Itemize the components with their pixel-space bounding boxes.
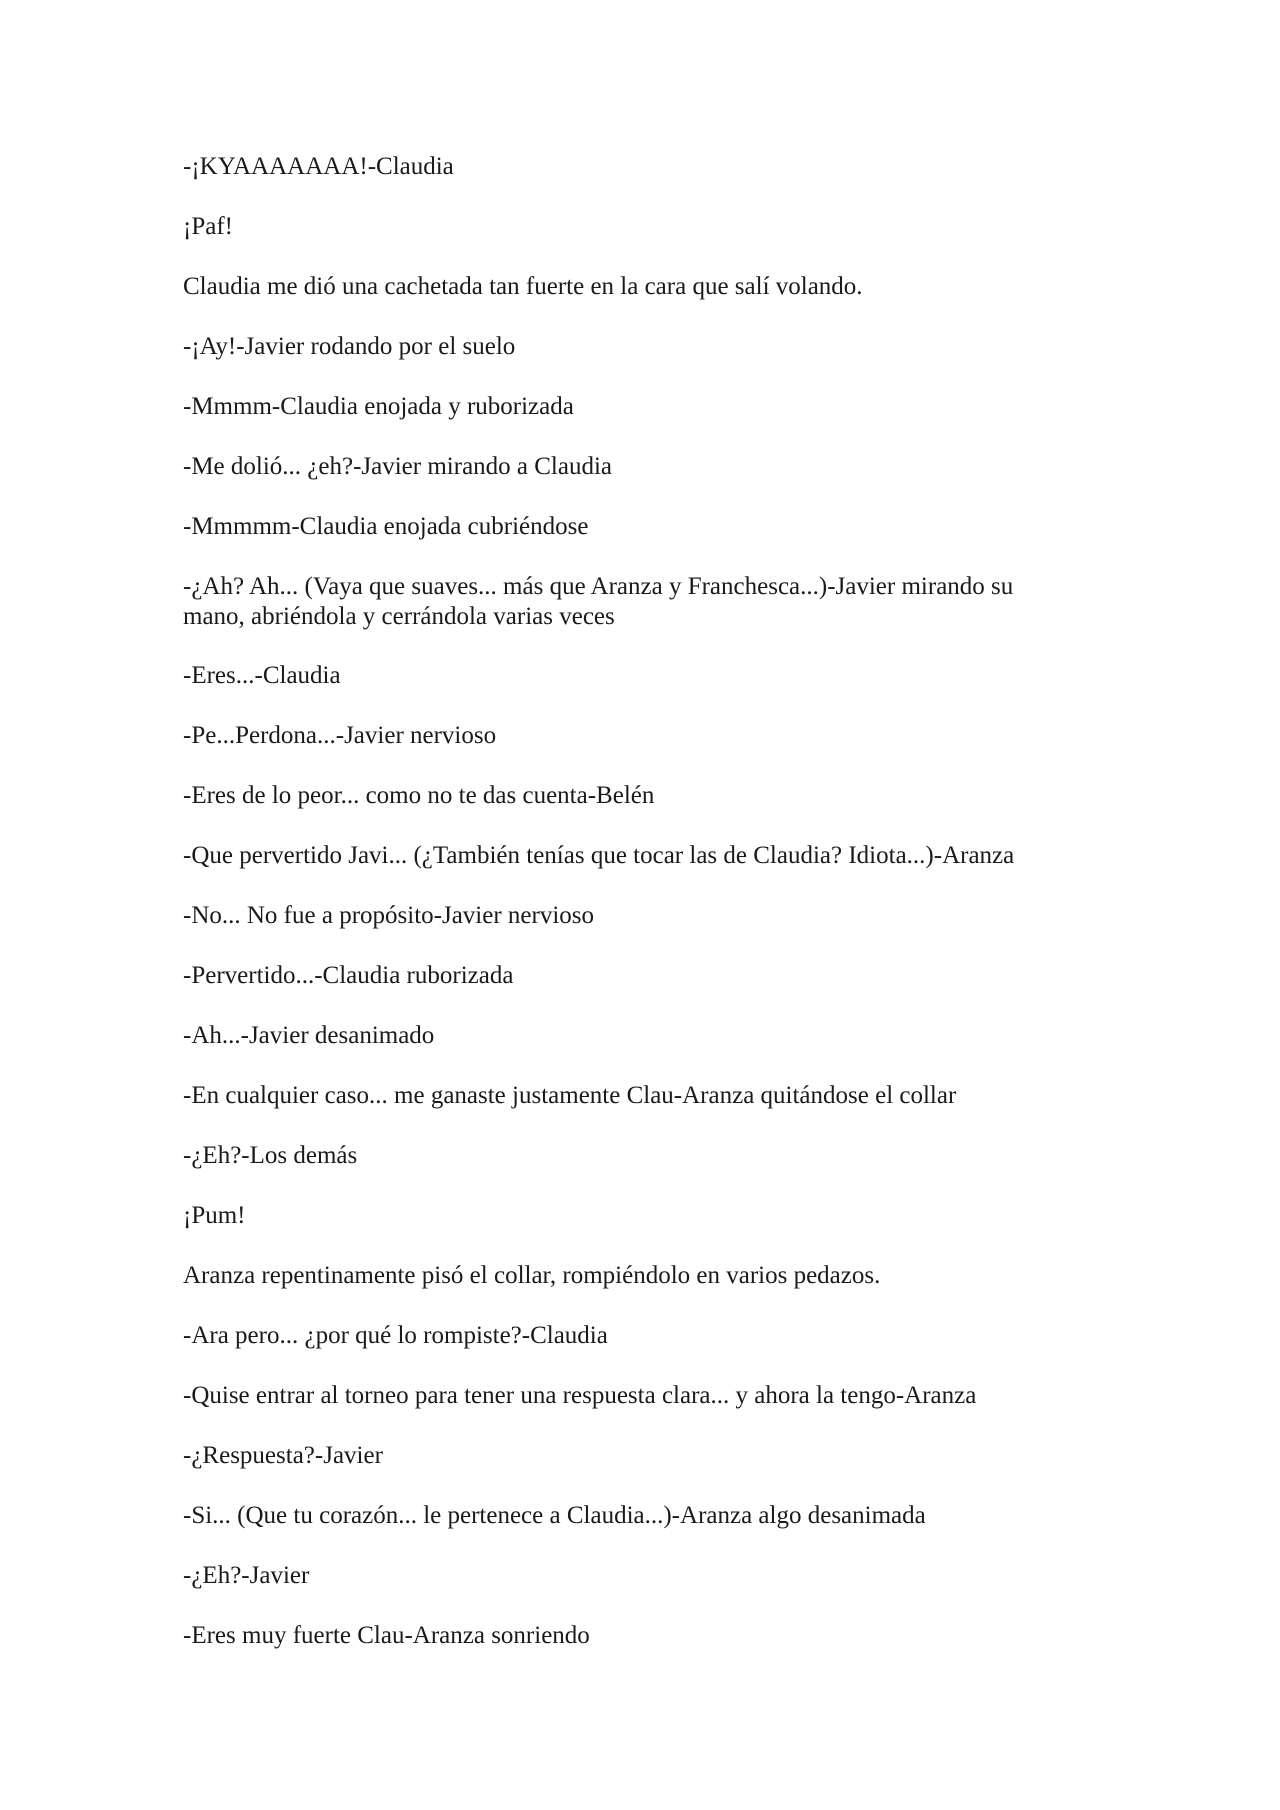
paragraph: -Que pervertido Javi... (¿También tenías que tocar las de Claudia? Idiota...)-Aranza bbox=[183, 842, 1015, 869]
paragraph: -Quise entrar al torneo para tener una respuesta clara... y ahora la tengo-Aranza bbox=[183, 1382, 977, 1409]
paragraph: -¡Ay!-Javier rodando por el suelo bbox=[183, 333, 516, 360]
paragraph: -¿Eh?-Los demás bbox=[183, 1142, 358, 1169]
paragraph: -¿Ah? Ah... (Vaya que suaves... más que Aranza y Franchesca...)-Javier mirando su mano, abriéndola y cerrándola varias veces bbox=[183, 573, 1014, 630]
paragraph: -Eres muy fuerte Clau-Aranza sonriendo bbox=[183, 1622, 590, 1649]
paragraph: -Si... (Que tu corazón... le pertenece a Claudia...)-Aranza algo desanimada bbox=[183, 1502, 926, 1529]
paragraph: -Pervertido...-Claudia ruborizada bbox=[183, 962, 514, 989]
paragraph: ¡Pum! bbox=[183, 1202, 246, 1229]
paragraph: -Me dolió... ¿eh?-Javier mirando a Claudia bbox=[183, 453, 613, 480]
paragraph: -Mmmm-Claudia enojada y ruborizada bbox=[183, 393, 574, 420]
paragraph: -Ara pero... ¿por qué lo rompiste?-Claudia bbox=[183, 1322, 608, 1349]
paragraph: -Ah...-Javier desanimado bbox=[183, 1022, 435, 1049]
paragraph: -No... No fue a propósito-Javier nervioso bbox=[183, 902, 595, 929]
paragraph: -Mmmmm-Claudia enojada cubriéndose bbox=[183, 513, 589, 540]
paragraph: -¿Eh?-Javier bbox=[183, 1562, 310, 1589]
paragraph: -¿Respuesta?-Javier bbox=[183, 1442, 383, 1469]
paragraph: ¡Paf! bbox=[183, 213, 233, 240]
paragraph: -Pe...Perdona...-Javier nervioso bbox=[183, 722, 497, 749]
paragraph: -¡KYAAAAAAA!-Claudia bbox=[183, 153, 454, 180]
paragraph: -En cualquier caso... me ganaste justamente Clau-Aranza quitándose el collar bbox=[183, 1082, 957, 1109]
paragraph: -Eres...-Claudia bbox=[183, 662, 341, 689]
paragraph: Claudia me dió una cachetada tan fuerte en la cara que salí volando. bbox=[183, 273, 863, 300]
paragraph: Aranza repentinamente pisó el collar, rompiéndolo en varios pedazos. bbox=[183, 1262, 881, 1289]
paragraph: -Eres de lo peor... como no te das cuenta-Belén bbox=[183, 782, 655, 809]
